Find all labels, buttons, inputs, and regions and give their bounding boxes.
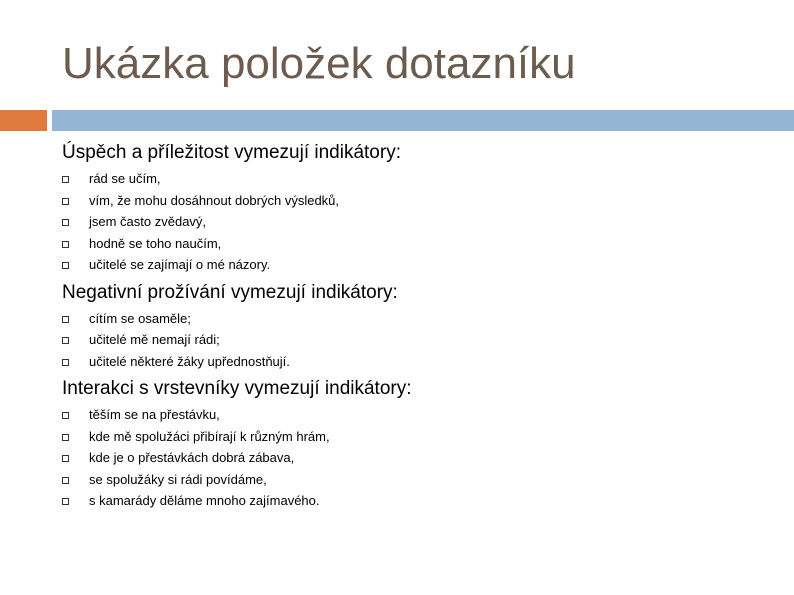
section-peer-interaction	[62, 377, 782, 512]
list-item-text: se spolužáky si rádi povídáme,	[89, 471, 267, 487]
list-item	[62, 351, 782, 373]
list-item-text: učitelé některé žáky upřednostňují.	[89, 353, 290, 369]
title-accent-bar-orange	[0, 110, 47, 131]
list-item-text: kde mě spolužáci přibírají k různým hrám,	[89, 428, 330, 444]
hollow-square-icon	[62, 241, 69, 248]
list-item-text: hodně se toho naučím,	[89, 235, 222, 251]
section-heading: Negativní prožívání vymezují indikátory:	[62, 281, 398, 303]
hollow-square-icon	[62, 412, 69, 419]
hollow-square-icon	[62, 434, 69, 441]
hollow-square-icon	[62, 359, 69, 366]
hollow-square-icon	[62, 219, 69, 226]
hollow-square-icon	[62, 455, 69, 462]
section-heading: Interakci s vrstevníky vymezují indikátory:	[62, 378, 412, 399]
list-item	[62, 190, 782, 212]
list-item	[62, 490, 782, 512]
hollow-square-icon	[62, 316, 69, 323]
list-item	[62, 329, 782, 351]
section-negative-experience	[62, 281, 782, 373]
list-item	[62, 211, 782, 233]
slide-content	[62, 141, 782, 517]
list-item	[62, 426, 782, 448]
indicator-list	[62, 168, 782, 276]
list-item-text: vím, že mohu dosáhnout dobrých výsledků,	[89, 192, 340, 208]
section-success	[62, 141, 782, 276]
list-item	[62, 168, 782, 190]
list-item	[62, 233, 782, 255]
slide-title: Ukázka položek dotazníku	[62, 39, 576, 88]
hollow-square-icon	[62, 498, 69, 505]
hollow-square-icon	[62, 262, 69, 269]
list-item-text: těším se na přestávku,	[89, 407, 220, 422]
list-item-text: rád se učím,	[89, 171, 161, 186]
list-item	[62, 254, 782, 276]
list-item-text: cítím se osaměle;	[89, 310, 191, 326]
title-accent-bar-blue	[52, 110, 794, 131]
section-heading: Úspěch a příležitost vymezují indikátory:	[62, 142, 401, 163]
indicator-list	[62, 308, 782, 373]
list-item	[62, 469, 782, 491]
list-item	[62, 447, 782, 469]
hollow-square-icon	[62, 176, 69, 183]
list-item-text: učitelé mě nemají rádi;	[89, 332, 220, 347]
hollow-square-icon	[62, 477, 69, 484]
hollow-square-icon	[62, 198, 69, 205]
hollow-square-icon	[62, 337, 69, 344]
indicator-list	[62, 404, 782, 512]
list-item-text: s kamarády děláme mnoho zajímavého.	[89, 493, 320, 508]
list-item	[62, 404, 782, 426]
list-item	[62, 308, 782, 330]
list-item-text: kde je o přestávkách dobrá zábava,	[89, 450, 295, 465]
list-item-text: učitelé se zajímají o mé názory.	[89, 257, 271, 272]
list-item-text: jsem často zvědavý,	[89, 214, 207, 229]
